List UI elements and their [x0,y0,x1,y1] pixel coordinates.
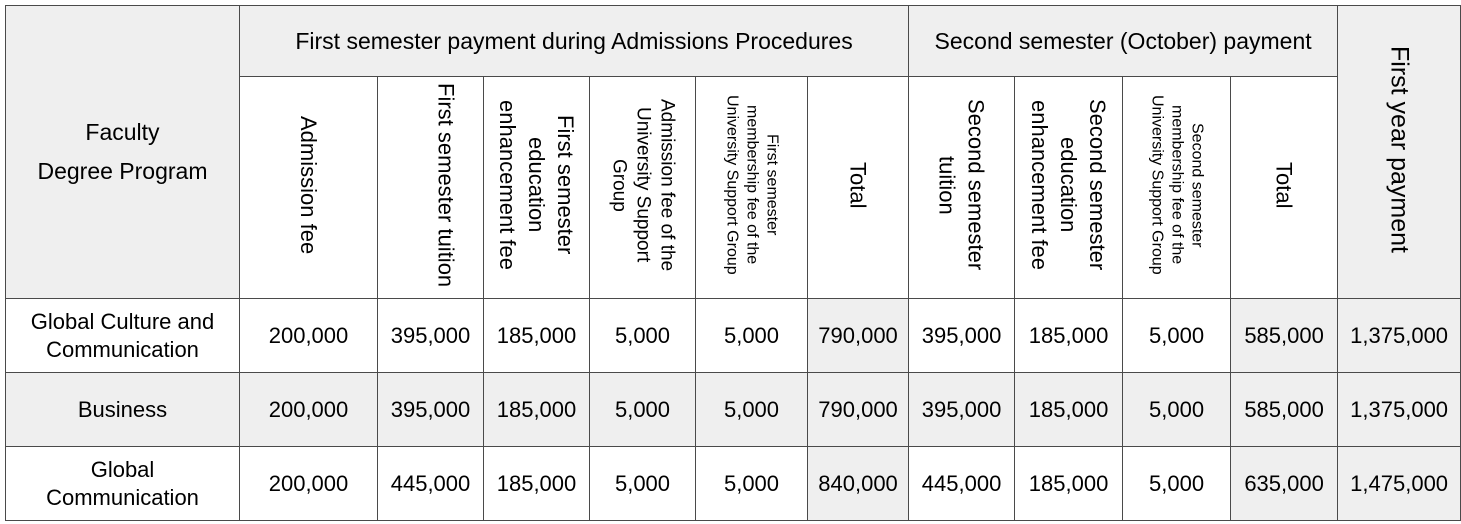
col-first-total-label: Total [845,161,871,209]
value-first-total: 790,000 [808,299,909,373]
value-support-admission: 5,000 [590,447,696,521]
value-second-education: 185,000 [1015,447,1123,521]
col-admission-fee-label: Admission fee [296,115,321,255]
value-first-total: 790,000 [808,373,909,447]
col-second-tuition-label: Second semester tuition [934,99,989,271]
value-first-education: 185,000 [484,373,590,447]
value-first-tuition: 395,000 [378,373,484,447]
value-second-membership: 5,000 [1123,299,1231,373]
col-admission-fee [240,77,378,299]
value-first-education: 185,000 [484,447,590,521]
faculty-header [6,6,240,299]
col-support-admission-label: Admission fee of the University Support Group [608,98,678,272]
value-first-membership: 5,000 [696,373,808,447]
col-second-tuition [909,77,1015,299]
table-row [6,373,1461,447]
col-second-education [1015,77,1123,299]
value-support-admission: 5,000 [590,299,696,373]
col-first-education-label: First semester education enhancement fee [495,99,578,271]
col-first-education [484,77,590,299]
first-semester-group-header: First semester payment during Admissions Procedures [240,6,909,77]
value-first-membership: 5,000 [696,447,808,521]
col-first-total [808,77,909,299]
faculty-name: Global Culture and Communication [6,299,240,373]
second-semester-group-header: Second semester (October) payment [909,6,1338,77]
col-second-total [1231,77,1338,299]
col-second-total-label: Total [1271,161,1297,209]
value-admission-fee: 200,000 [240,299,378,373]
first-year-payment-label: First year payment [1385,45,1414,253]
table-row [6,299,1461,373]
col-first-membership-label: First semester membership fee of the University Support Group [723,95,781,275]
value-second-education: 185,000 [1015,373,1123,447]
col-first-membership [696,77,808,299]
col-support-admission [590,77,696,299]
value-first-membership: 5,000 [696,299,808,373]
table-row [6,447,1461,521]
col-second-membership [1123,77,1231,299]
value-second-total: 635,000 [1231,447,1338,521]
value-second-tuition: 445,000 [909,447,1015,521]
faculty-header-line2: Degree Program [37,158,208,184]
tuition-fee-table [5,5,1461,521]
value-support-admission: 5,000 [590,373,696,447]
value-second-tuition: 395,000 [909,299,1015,373]
value-first-year-payment: 1,475,000 [1338,447,1461,521]
value-admission-fee: 200,000 [240,447,378,521]
value-first-tuition: 395,000 [378,299,484,373]
value-second-membership: 5,000 [1123,447,1231,521]
value-first-year-payment: 1,375,000 [1338,373,1461,447]
faculty-name [6,447,240,521]
col-first-tuition-label: First semester tuition [433,82,459,288]
value-first-year-payment: 1,375,000 [1338,299,1461,373]
value-second-tuition: 395,000 [909,373,1015,447]
value-second-education: 185,000 [1015,299,1123,373]
col-first-tuition [378,77,484,299]
faculty-header-line1: Faculty [85,119,160,145]
value-second-total: 585,000 [1231,373,1338,447]
value-admission-fee: 200,000 [240,373,378,447]
faculty-name: Business [6,373,240,447]
value-second-membership: 5,000 [1123,373,1231,447]
value-first-tuition: 445,000 [378,447,484,521]
col-second-education-label: Second semester education enhancement fee [1027,99,1111,271]
value-first-total: 840,000 [808,447,909,521]
value-first-education: 185,000 [484,299,590,373]
first-year-payment-header [1338,6,1461,299]
value-second-total: 585,000 [1231,299,1338,373]
faculty-name-text: Global Communication [46,456,199,510]
col-second-membership-label: Second semester membership fee of the University Support Group [1148,95,1206,275]
